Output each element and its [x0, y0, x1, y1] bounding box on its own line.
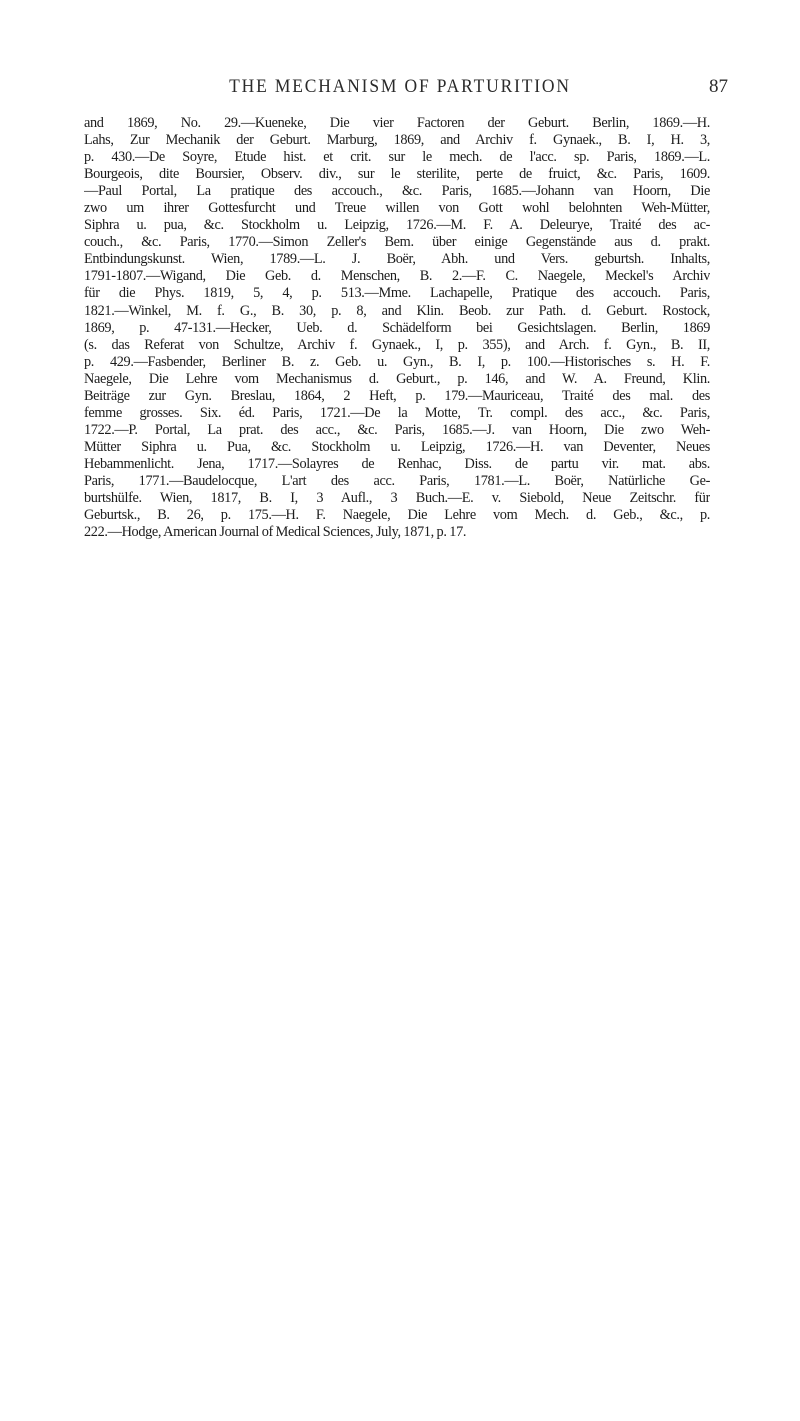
- text-line: 1821.—Winkel, M. f. G., B. 30, p. 8, and Klin. Beob. zur Path. d. Geburt. Rostock,: [84, 302, 710, 319]
- text-line: burtshülfe. Wien, 1817, B. I, 3 Aufl., 3 Buch.—E. v. Siebold, Neue Zeitschr. für: [84, 490, 710, 507]
- text-line: Bourgeois, dite Boursier, Observ. div., sur le sterilite, perte de fruict, &c. Paris, 1609.: [84, 166, 710, 183]
- text-line: zwo um ihrer Gottesfurcht und Treue willen von Gott wohl belohnten Weh-Mütter,: [84, 200, 710, 217]
- text-line: Geburtsk., B. 26, p. 175.—H. F. Naegele, Die Lehre vom Mech. d. Geb., &c., p.: [84, 507, 710, 524]
- text-line: Mütter Siphra u. Pua, &c. Stockholm u. Leipzig, 1726.—H. van Deventer, Neues: [84, 438, 710, 455]
- text-line: couch., &c. Paris, 1770.—Simon Zeller's Bem. über einige Gegenstände aus d. prakt.: [84, 234, 710, 251]
- text-line: Paris, 1771.—Baudelocque, L'art des acc. Paris, 1781.—L. Boër, Natürliche Ge-: [84, 472, 710, 489]
- text-line: 1722.—P. Portal, La prat. des acc., &c. Paris, 1685.—J. van Hoorn, Die zwo Weh-: [84, 421, 710, 438]
- text-line: —Paul Portal, La pratique des accouch., &c. Paris, 1685.—Johann van Hoorn, Die: [84, 183, 710, 200]
- text-line: 222.—Hodge, American Journal of Medical Sciences, July, 1871, p. 17.: [84, 524, 467, 541]
- text-line: Siphra u. pua, &c. Stockholm u. Leipzig, 1726.—M. F. A. Deleurye, Traité des ac-: [84, 217, 710, 234]
- bibliography-paragraph: [84, 115, 710, 541]
- text-line: für die Phys. 1819, 5, 4, p. 513.—Mme. Lachapelle, Pratique des accouch. Paris,: [84, 285, 710, 302]
- text-line: 1791-1807.—Wigand, Die Geb. d. Menschen, B. 2.—F. C. Naegele, Meckel's Archiv: [84, 268, 710, 285]
- text-line: 1869, p. 47-131.—Hecker, Ueb. d. Schädelform bei Gesichtslagen. Berlin, 1869: [84, 319, 710, 336]
- text-line: Beiträge zur Gyn. Breslau, 1864, 2 Heft, p. 179.—Mauriceau, Traité des mal. des: [84, 387, 710, 404]
- text-line: Naegele, Die Lehre vom Mechanismus d. Geburt., p. 146, and W. A. Freund, Klin.: [84, 370, 710, 387]
- page-header: [60, 76, 740, 106]
- text-line: Lahs, Zur Mechanik der Geburt. Marburg, 1869, and Archiv f. Gynaek., B. I, H. 3,: [84, 132, 710, 149]
- running-title: THE MECHANISM OF PARTURITION: [229, 76, 571, 97]
- text-line: Hebammenlicht. Jena, 1717.—Solayres de Renhac, Diss. de partu vir. mat. abs.: [84, 455, 710, 472]
- page-number: 87: [709, 76, 728, 97]
- text-line: Entbindungskunst. Wien, 1789.—L. J. Boër, Abh. und Vers. geburtsh. Inhalts,: [84, 251, 710, 268]
- text-line: (s. das Referat von Schultze, Archiv f. Gynaek., I, p. 355), and Arch. f. Gyn., B. II,: [84, 336, 710, 353]
- text-line: femme grosses. Six. éd. Paris, 1721.—De la Motte, Tr. compl. des acc., &c. Paris,: [84, 404, 710, 421]
- text-line: p. 430.—De Soyre, Etude hist. et crit. sur le mech. de l'acc. sp. Paris, 1869.—L.: [84, 149, 710, 166]
- text-line: and 1869, No. 29.—Kueneke, Die vier Factoren der Geburt. Berlin, 1869.—H.: [84, 115, 710, 131]
- text-line: p. 429.—Fasbender, Berliner B. z. Geb. u. Gyn., B. I, p. 100.—Historisches s. H. F.: [84, 353, 710, 370]
